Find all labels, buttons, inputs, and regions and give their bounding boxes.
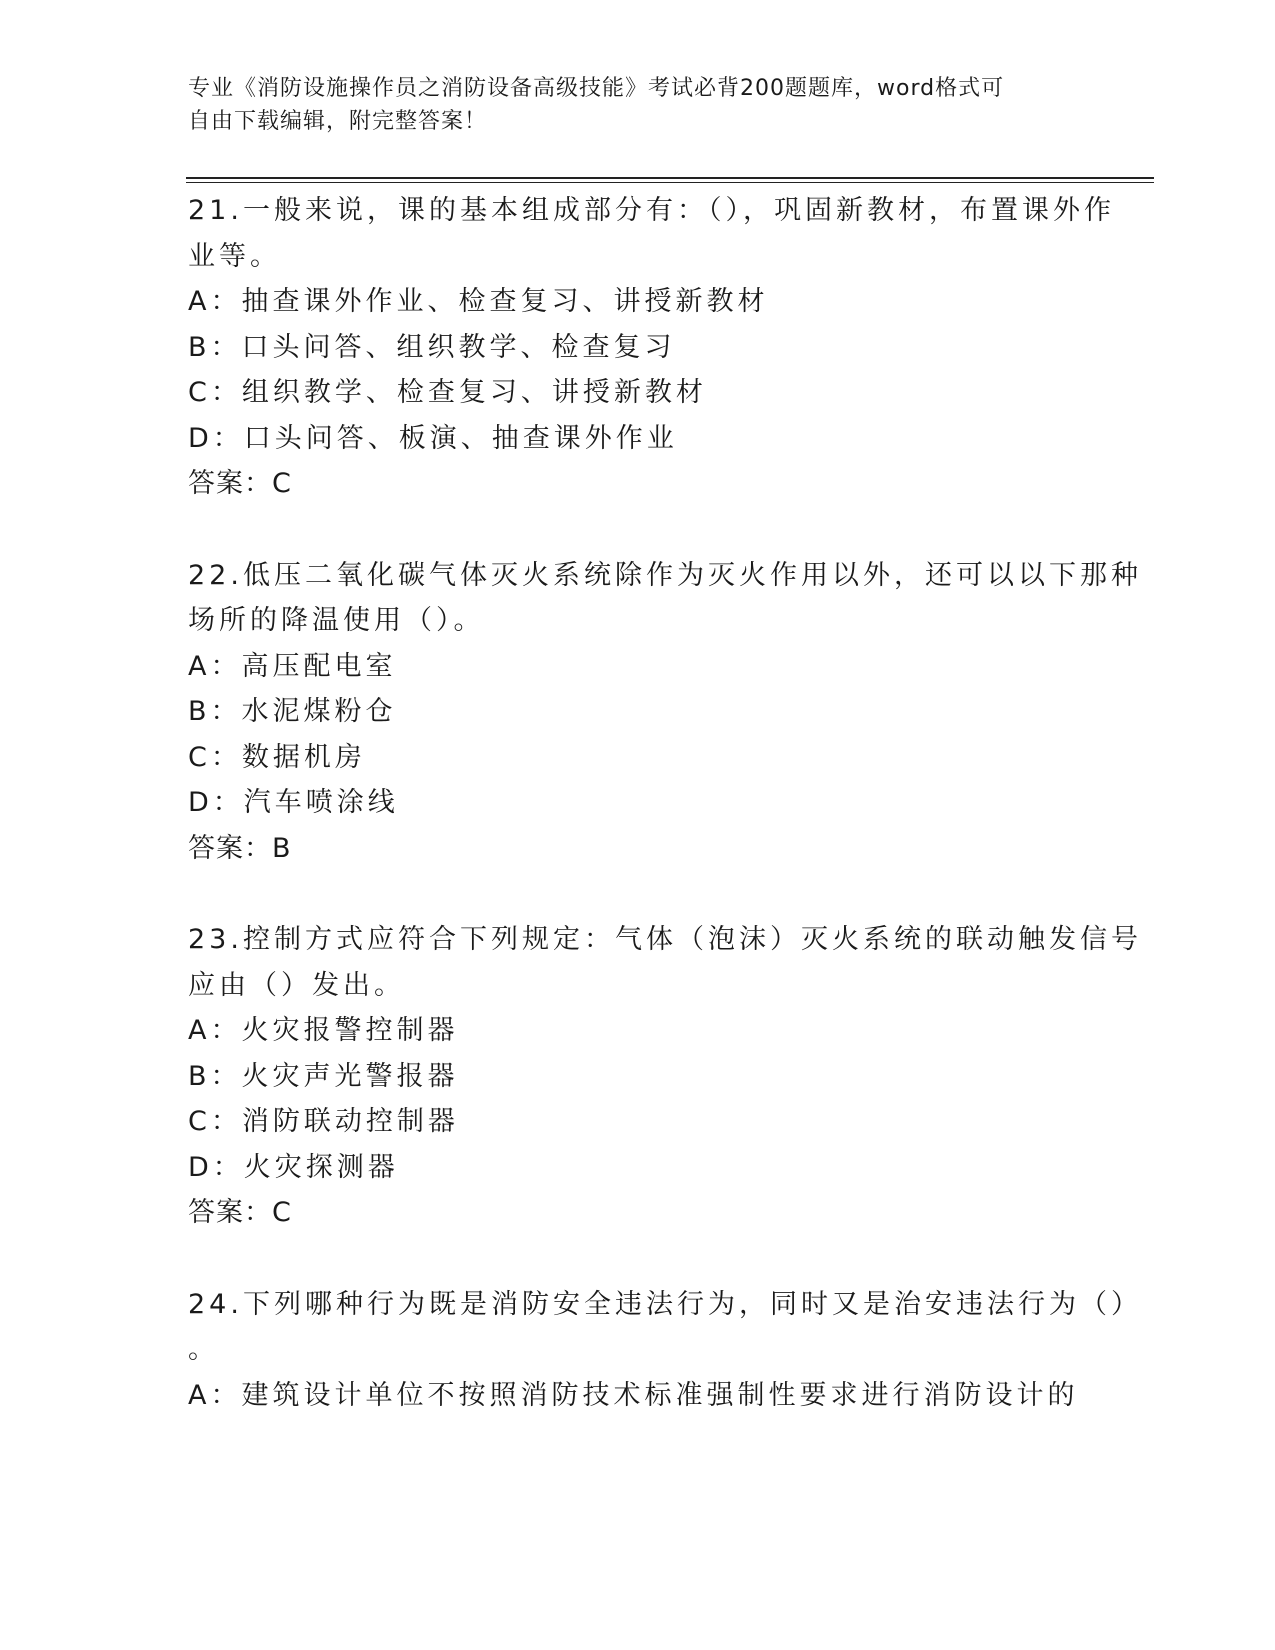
question-stem: 22.低压二氧化碳气体灭火系统除作为灭火作用以外，还可以以下那种	[188, 559, 1142, 591]
question-list	[188, 188, 1142, 1464]
option-d: D：汽车喷涂线	[188, 787, 399, 818]
answer-line: 答案：B	[188, 832, 292, 864]
option-c: C：组织教学、检查复习、讲授新教材	[188, 377, 707, 408]
question-21	[188, 188, 1115, 507]
question-stem-continued: 。	[188, 1334, 219, 1365]
option-c: C：数据机房	[188, 741, 366, 773]
question-24	[188, 1282, 1142, 1419]
option-a: A：建筑设计单位不按照消防技术标准强制性要求进行消防设计的	[188, 1379, 1079, 1411]
option-c: C：消防联动控制器	[188, 1106, 459, 1137]
document-header	[188, 72, 1068, 138]
option-a: A：火灾报警控制器	[188, 1015, 459, 1046]
answer-line: 答案：C	[188, 1197, 292, 1228]
header-divider-thick	[186, 177, 1154, 179]
answer-line: 答案：C	[188, 468, 292, 499]
question-stem: 21.一般来说，课的基本组成部分有：（），巩固新教材，布置课外作	[188, 195, 1115, 226]
question-stem: 23.控制方式应符合下列规定：气体（泡沫）灭火系统的联动触发信号	[188, 924, 1142, 955]
question-23	[188, 917, 1142, 1236]
option-a: A：抽查课外作业、检查复习、讲授新教材	[188, 286, 769, 317]
header-line-1: 专业《消防设施操作员之消防设备高级技能》考试必背200题题库，word格式可	[188, 76, 1005, 101]
option-d: D：口头问答、板演、抽查课外作业	[188, 422, 678, 454]
header-line-2: 自由下载编辑，附完整答案！	[188, 109, 488, 134]
question-stem-continued: 应由（）发出。	[188, 969, 405, 1001]
option-d: D：火灾探测器	[188, 1151, 399, 1183]
option-b: B：火灾声光警报器	[188, 1060, 459, 1092]
option-b: B：口头问答、组织教学、检查复习	[188, 331, 676, 363]
question-stem-continued: 场所的降温使用（）。	[188, 605, 485, 636]
option-a: A：高压配电室	[188, 650, 397, 682]
question-stem-continued: 业等。	[188, 240, 281, 272]
question-stem: 24.下列哪种行为既是消防安全违法行为，同时又是治安违法行为（）	[188, 1288, 1142, 1320]
header-divider-thin	[186, 182, 1154, 183]
option-b: B：水泥煤粉仓	[188, 696, 397, 727]
question-22	[188, 553, 1142, 872]
